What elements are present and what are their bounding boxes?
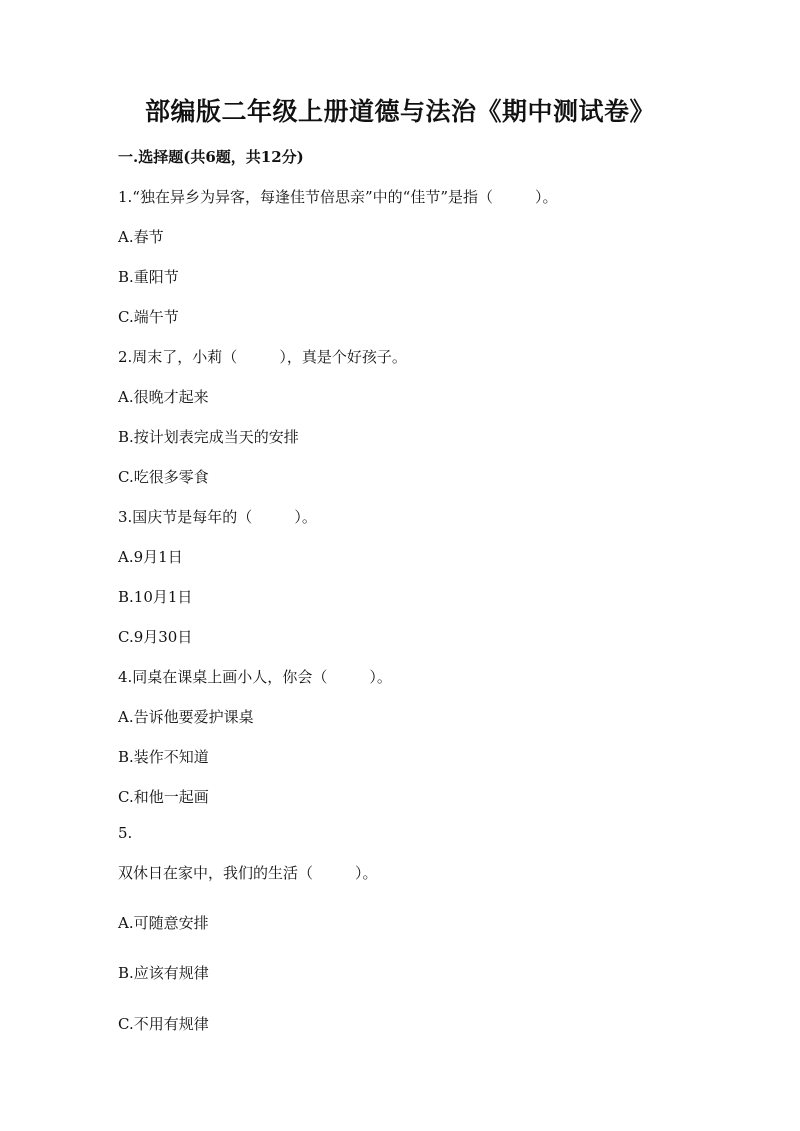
question-2-option-c: C.吃很多零食 bbox=[118, 468, 209, 486]
question-2-option-b: B.按计划表完成当天的安排 bbox=[118, 428, 299, 446]
question-3-option-c: C.9月30日 bbox=[118, 628, 193, 646]
question-3-option-b: B.10月1日 bbox=[118, 588, 193, 606]
section-heading: 一.选择题(共6题，共12分) bbox=[118, 148, 304, 166]
question-5-option-c: C.不用有规律 bbox=[118, 1015, 209, 1033]
question-3-option-a: A.9月1日 bbox=[118, 548, 183, 566]
question-5-stem: 双休日在家中，我们的生活（ ）。 bbox=[118, 864, 378, 882]
question-3-stem: 3.国庆节是每年的（ ）。 bbox=[118, 508, 317, 526]
question-1-option-a: A.春节 bbox=[118, 228, 164, 246]
question-1-stem: 1.“独在异乡为异客，每逢佳节倍思亲”中的“佳节”是指（ ）。 bbox=[118, 188, 558, 206]
question-2-option-a: A.很晚才起来 bbox=[118, 388, 209, 406]
question-4-option-a: A.告诉他要爱护课桌 bbox=[118, 708, 254, 726]
question-5-option-a: A.可随意安排 bbox=[118, 914, 209, 932]
question-1-option-c: C.端午节 bbox=[118, 308, 179, 326]
question-4-stem: 4.同桌在课桌上画小人，你会（ ）。 bbox=[118, 668, 392, 686]
question-2-stem: 2.周末了，小莉（ ），真是个好孩子。 bbox=[118, 348, 407, 366]
page-title: 部编版二年级上册道德与法治《期中测试卷》 bbox=[144, 97, 655, 126]
question-5-option-b: B.应该有规律 bbox=[118, 964, 209, 982]
question-4-option-b: B.装作不知道 bbox=[118, 748, 209, 766]
question-5-number: 5. bbox=[118, 824, 133, 842]
question-1-option-b: B.重阳节 bbox=[118, 268, 179, 286]
question-4-option-c: C.和他一起画 bbox=[118, 788, 209, 806]
